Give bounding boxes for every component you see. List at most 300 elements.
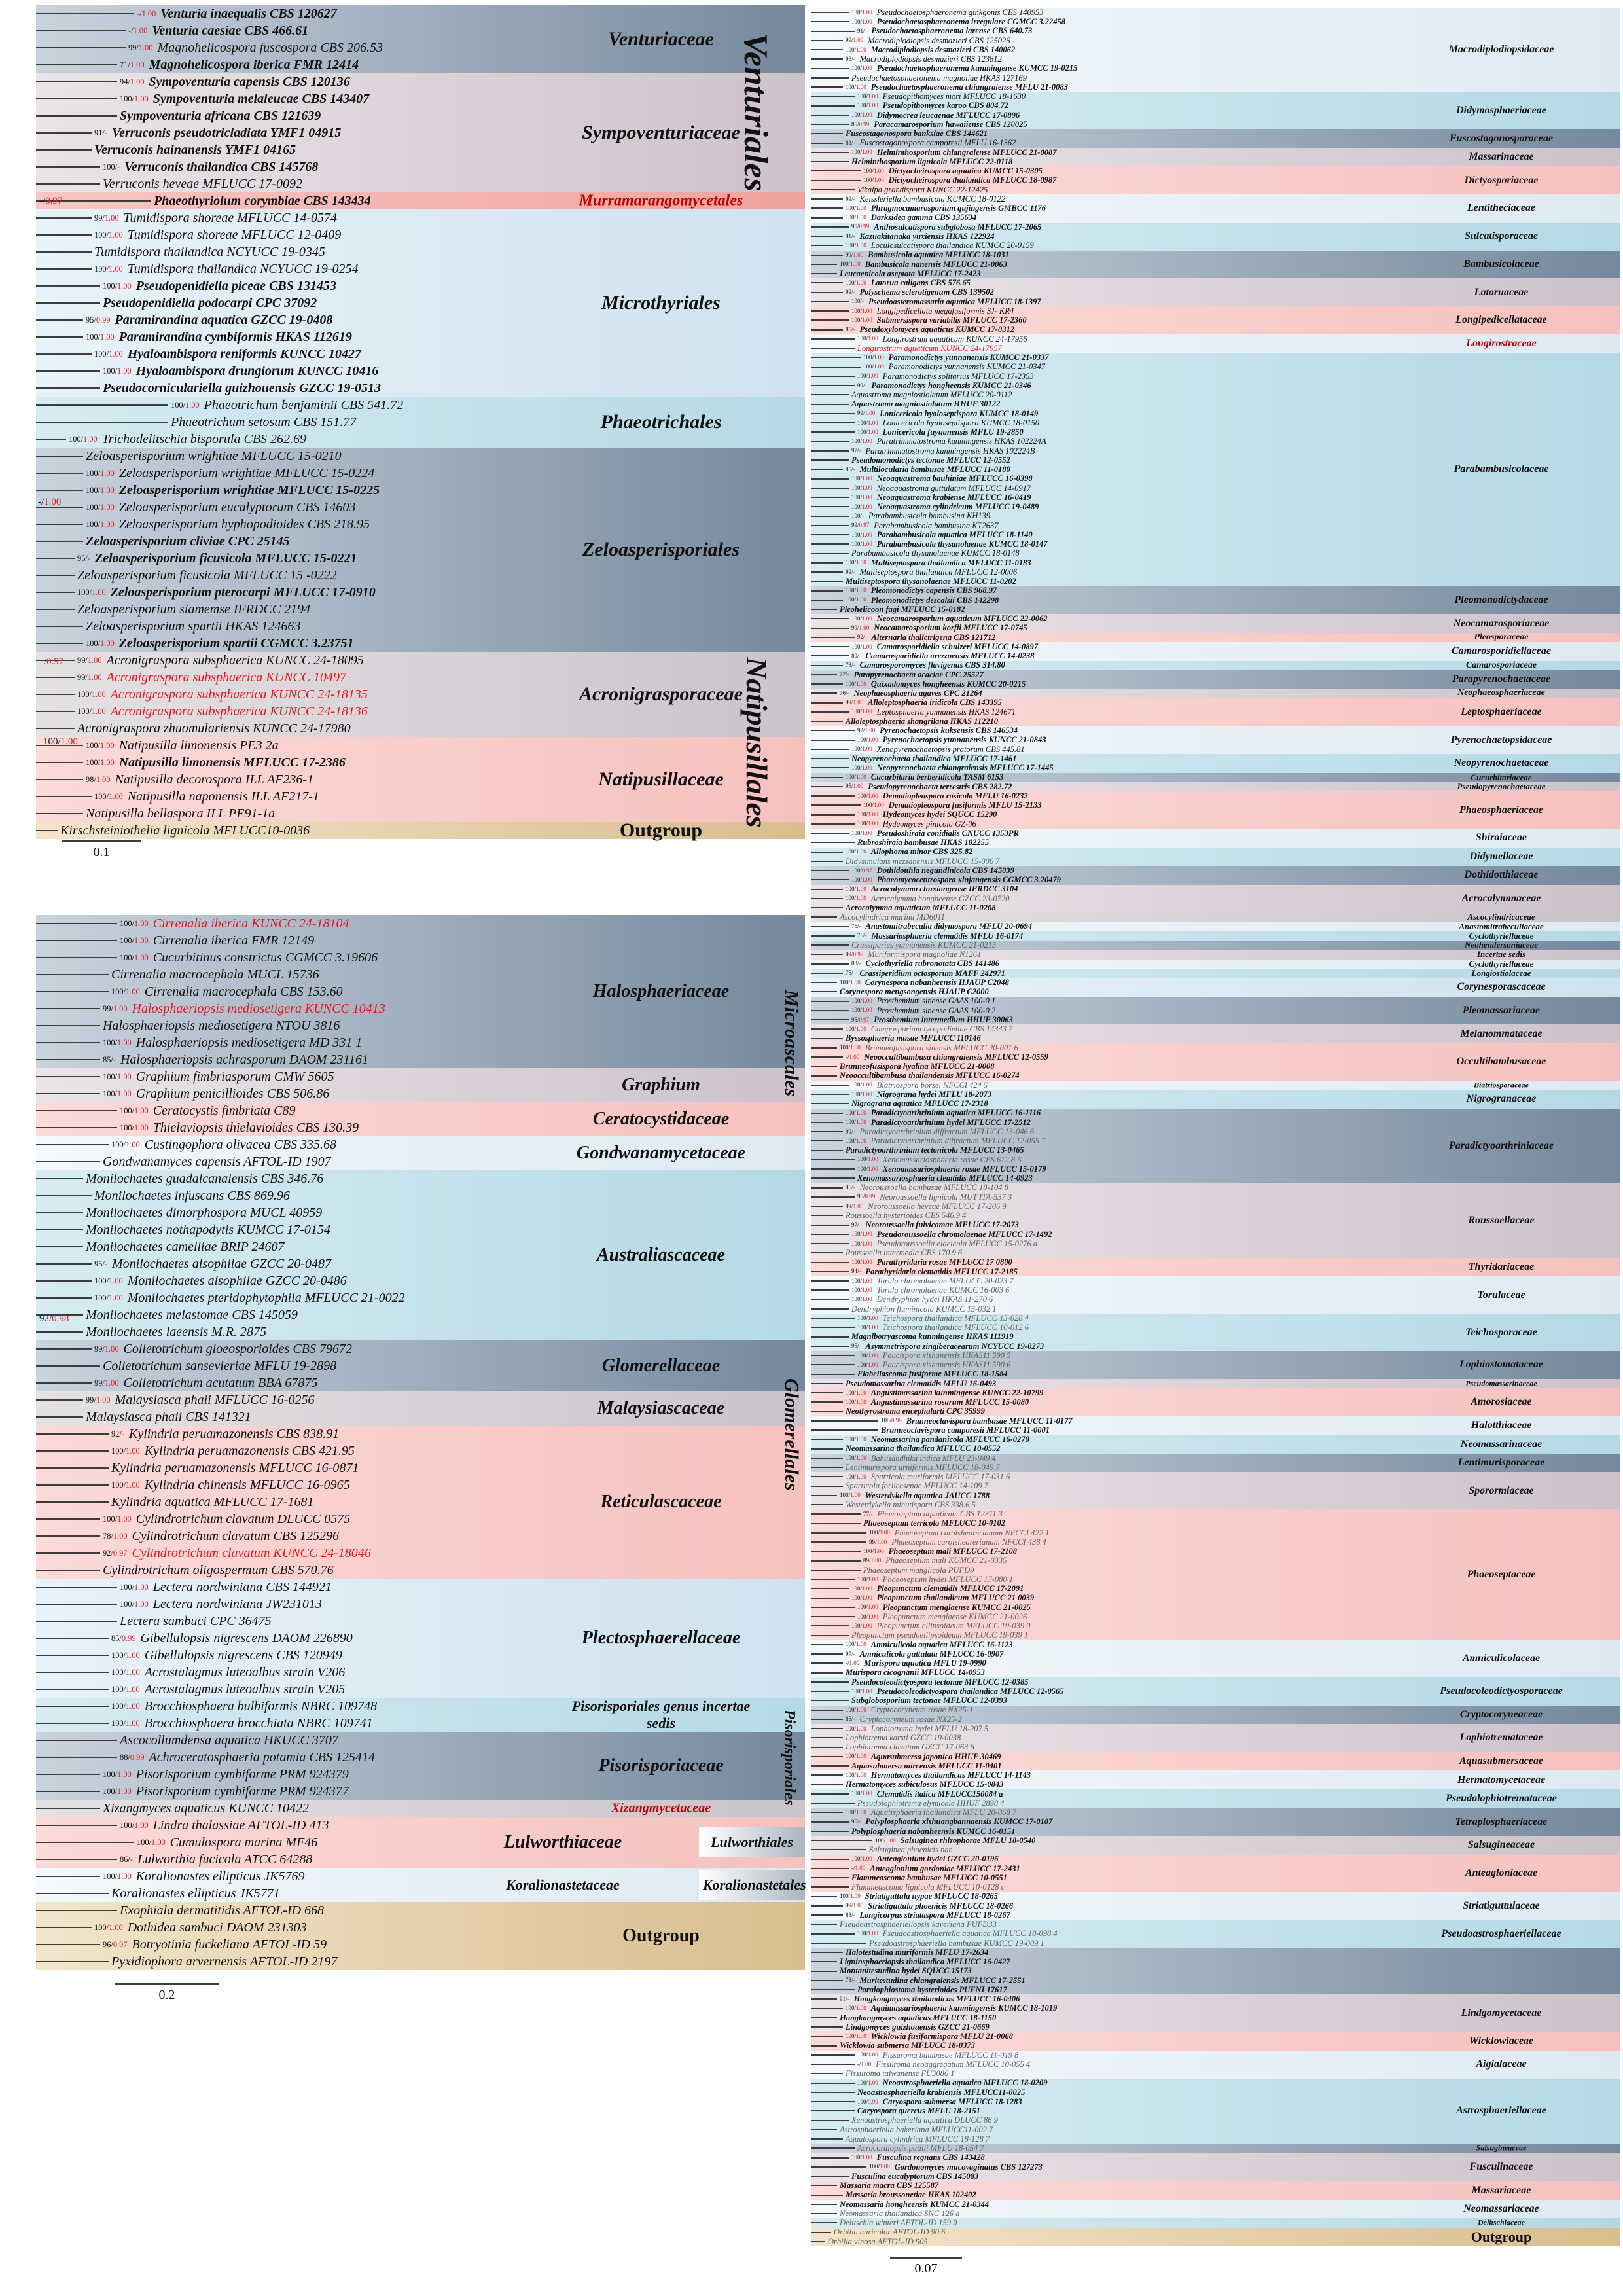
node-support-value: 92/0.98 <box>39 1314 69 1324</box>
taxon-label: Venturia caesiae CBS 466.61 <box>152 24 309 38</box>
branch-line <box>812 2008 843 2009</box>
support-value: 100/1.00 <box>851 1622 872 1629</box>
support-value: 100/1.00 <box>851 493 872 501</box>
taxon-label: Cryptocoryneum rosae NX25-2 <box>859 1714 962 1724</box>
taxon-label: Hydeomyces pinicola GZ-06 <box>882 819 976 829</box>
branch-line <box>812 2092 855 2093</box>
branch-line <box>812 562 843 564</box>
taxon-label: Nigrograna hydei MFLU 18-2073 <box>876 1089 992 1099</box>
taxon-row <box>36 1817 805 1834</box>
taxon-row <box>812 1314 1620 1323</box>
taxon-label: Polyplosphaeria xishuangbannaensis KUMCC 17-0187 <box>865 1817 1053 1827</box>
taxon-row <box>36 1851 805 1868</box>
support-value: 100/1.00 <box>851 745 872 753</box>
family-band <box>812 586 1620 615</box>
taxon-label: Hyaloambispora reniformis KUNCC 10427 <box>127 347 361 361</box>
branch-line <box>812 245 843 246</box>
support-value: 100/1.00 <box>846 886 866 893</box>
taxon-label: Brocchiosphaera brocchiata NBRC 109741 <box>144 1716 373 1731</box>
support-value: 99/1.00 <box>94 1378 119 1388</box>
taxon-row <box>812 1612 1620 1621</box>
support-value: 92/- <box>857 634 867 641</box>
taxon-row <box>812 1304 1620 1314</box>
branch-line <box>36 1518 100 1520</box>
taxon-row <box>812 1668 1620 1677</box>
taxon-label: Corynespora nabanheensis HJAUP C2048 <box>865 977 1009 987</box>
family-label: Lindgomycetaceae <box>1461 2007 1542 2018</box>
branch-line <box>812 628 849 629</box>
taxon-row <box>812 1472 1620 1481</box>
family-band <box>812 2051 1620 2079</box>
taxon-label: Cirrenalia macrocephala MUCL 15736 <box>111 967 319 982</box>
branch-line <box>812 646 849 647</box>
branch-line <box>812 1318 855 1319</box>
taxon-row <box>36 1000 805 1017</box>
branch-line <box>812 1588 849 1589</box>
taxon-label: Neopyrenochaeta chiangraiensis MFLUCC 17-1445 <box>876 763 1054 773</box>
branch-line <box>812 702 843 704</box>
branch-line <box>812 777 843 778</box>
taxon-label: Brunneofusispora hyalina MFLUCC 21-0008 <box>840 1062 995 1071</box>
branch-line <box>812 944 849 946</box>
taxon-label: Neoaquastroma guttulatum MFLUCC 14-0917 <box>876 483 1031 493</box>
family-label: Lentimurisporaceae <box>1457 1457 1545 1468</box>
support-value: 100/1.00 <box>851 1856 872 1863</box>
branch-line <box>812 609 837 610</box>
branch-line <box>36 217 92 219</box>
taxon-row <box>812 1994 1620 2003</box>
taxon-row <box>36 465 805 482</box>
taxon-label: Anteaglonium hydei GZCC 20-0196 <box>876 1854 999 1864</box>
taxon-label: Paracamarosporium hawaiiense CBS 120025 <box>874 119 1027 129</box>
taxon-label: Monilochaetes pteridophytophila MFLUCC 21-0022 <box>127 1291 405 1305</box>
branch-line <box>36 251 92 253</box>
taxon-label: Roussoella intermedia CBS 170.9 6 <box>846 1248 963 1258</box>
taxon-label: Magnibotryascoma kunmingense HKAS 111919 <box>851 1332 1014 1342</box>
family-label: Pseudolophiotremataceae <box>1446 1793 1557 1804</box>
taxon-label: Longirostrum aquaticum KUNCC 24-17957 <box>857 343 1002 353</box>
branch-line <box>812 189 855 190</box>
taxon-label: Phaeoseptum carolshearerianum NFCCI 438 4 <box>891 1537 1046 1547</box>
family-label: Longiostiolaceae <box>1471 967 1531 978</box>
taxon-label: Cirrenalia iberica FMR 12149 <box>152 933 315 948</box>
taxon-label: Pleomonodictys descalsii CBS 142298 <box>870 595 999 605</box>
order-label: Natipusillales <box>740 656 774 828</box>
taxon-row <box>36 1868 805 1885</box>
taxon-row <box>36 635 805 652</box>
branch-line <box>812 2232 831 2233</box>
support-value: 95/- <box>94 1259 107 1268</box>
branch-line <box>812 1177 855 1179</box>
support-value: 100/1.00 <box>857 1930 878 1937</box>
support-value: 100/1.00 <box>103 1088 132 1098</box>
family-band <box>812 1994 1620 2032</box>
branch-line <box>36 609 75 610</box>
branch-line <box>812 133 843 134</box>
family-band <box>812 1706 1620 1725</box>
taxon-label: Pyrenochaetopsis kuksensis CBS 146534 <box>880 726 1018 736</box>
branch-line <box>812 1383 843 1384</box>
family-band <box>812 2079 1620 2144</box>
family-label: Aigialaceae <box>1476 2058 1527 2070</box>
taxon-label: Lectera sambuci CPC 36475 <box>120 1614 272 1628</box>
family-label: Teichosporaceae <box>1465 1326 1537 1338</box>
support-value: 100/1.00 <box>111 986 140 996</box>
taxon-label: Angustimassarina rosarum MFLUCC 15-0080 <box>870 1397 1029 1407</box>
branch-line <box>812 31 855 32</box>
taxon-label: Halosphaeriopsis mediosetigera KUNCC 10413 <box>132 1001 385 1016</box>
support-value: 100/1.00 <box>863 363 884 370</box>
family-label: Graphium <box>622 1075 700 1095</box>
support-value: 100/1.00 <box>111 1446 140 1456</box>
support-value: 94/1.00 <box>120 77 145 86</box>
taxon-label: Paramonodictys yunnanensis KUMCC 21-0347 <box>888 362 1045 372</box>
support-value: 100/1.00 <box>86 519 115 529</box>
branch-line <box>36 1808 100 1809</box>
support-value: 100/1.00 <box>851 615 872 622</box>
branch-line <box>812 2054 855 2056</box>
support-value: 100/1.00 <box>846 895 866 902</box>
branch-line <box>812 1113 843 1114</box>
taxon-row <box>812 717 1620 726</box>
support-value: 100/1.00 <box>846 1454 866 1462</box>
taxon-row <box>812 418 1620 427</box>
taxon-label: Ceratocystis fimbriata C89 <box>152 1103 296 1118</box>
support-value: 100/1.00 <box>851 438 872 445</box>
taxon-label: Halosphaeriopsis achrasporum DAOM 231161 <box>120 1052 369 1067</box>
taxon-label: Hongkongmyces aquaticus MFLUCC 18-1150 <box>840 2013 997 2022</box>
family-label: Neohendersoniaceae <box>1465 940 1538 950</box>
taxon-row <box>812 1109 1620 1118</box>
scale-bar-value: 0.1 <box>93 845 110 859</box>
taxon-label: Neomassaria hongheensis KUMCC 21-0344 <box>840 2199 990 2209</box>
branch-line <box>812 1662 843 1664</box>
branch-line <box>812 198 843 200</box>
taxon-label: Pseudocoleodictyospora tectonae MFLUCC 12-0385 <box>851 1677 1029 1687</box>
support-value: 85/0.99 <box>851 120 870 128</box>
taxon-row <box>812 325 1620 334</box>
taxon-row <box>812 2125 1620 2134</box>
family-band <box>36 73 805 192</box>
branch-line <box>812 1803 855 1804</box>
taxon-label: Lonicericola hyaloseptispora KUMCC 18-0150 <box>882 418 1039 427</box>
support-value: 100/1.00 <box>120 952 149 962</box>
branch-line <box>36 285 100 287</box>
taxon-label: Colletotrichum acutatum BBA 67875 <box>123 1376 318 1390</box>
taxon-label: Pleopunctum pseudoellipsoideum MFLUCC 19-039 1 <box>851 1630 1029 1640</box>
taxon-row <box>812 1071 1620 1081</box>
support-value: 100/1.00 <box>857 1156 878 1163</box>
support-value: 71/1.00 <box>120 60 145 69</box>
taxon-label: Paratrimmatostroma kunmingensis HKAS 102224B <box>865 446 1035 456</box>
family-band <box>812 1724 1620 1752</box>
taxon-label: Cumulospora marina MF46 <box>169 1835 318 1850</box>
branch-line <box>812 431 855 433</box>
branch-line <box>812 1635 849 1636</box>
branch-line <box>812 413 855 414</box>
family-band <box>812 912 1620 922</box>
taxon-label: Cylindrotrichum oligospermum CBS 570.76 <box>103 1563 334 1577</box>
taxon-row <box>36 1460 805 1477</box>
taxon-label: Corynespora mengsongensis HJAUP C2000 <box>840 987 989 997</box>
family-label: Lophiostomataceae <box>1459 1359 1543 1371</box>
taxon-row <box>36 1187 805 1204</box>
support-value: 100/1.00 <box>851 1081 872 1088</box>
support-value: 100/1.00 <box>857 1165 878 1172</box>
taxon-row <box>812 1603 1620 1612</box>
taxon-row <box>36 720 805 737</box>
branch-line <box>812 795 855 797</box>
taxon-label: Gondwanamyces capensis AFTOL-ID 1907 <box>103 1155 331 1169</box>
branch-line <box>812 310 849 312</box>
taxon-label: Cylindrotrichum clavatum CBS 125296 <box>132 1529 339 1543</box>
taxon-label: Muritestudina chiangraiensis MFLUCC 17-2551 <box>859 1975 1026 1985</box>
scale-bar-value: 0.2 <box>158 1988 175 2002</box>
taxon-label: Neocamarosporium aquaticum MFLUCC 22-0062 <box>876 614 1048 624</box>
support-value: 100/1.00 <box>851 708 872 715</box>
taxon-row <box>812 437 1620 446</box>
branch-line <box>812 1504 843 1505</box>
branch-line <box>812 357 861 358</box>
family-band <box>812 1855 1620 1892</box>
branch-line <box>812 982 837 983</box>
taxon-row <box>36 1885 805 1902</box>
branch-line <box>812 571 843 573</box>
taxon-row <box>812 2116 1620 2125</box>
family-band <box>812 931 1620 941</box>
support-value: 99/1.00 <box>846 37 864 44</box>
taxon-row <box>812 1155 1620 1164</box>
support-value: 76/- <box>851 923 861 930</box>
branch-line <box>812 143 843 144</box>
support-value: 100/1.00 <box>851 9 872 16</box>
branch-line <box>812 2036 843 2037</box>
taxon-row <box>812 605 1620 614</box>
taxon-row <box>812 1164 1620 1174</box>
taxon-label: Submersispora variabilis MFLUCC 17-2360 <box>876 315 1027 325</box>
taxon-row <box>812 2172 1620 2181</box>
taxon-label: Verruconis heveae MFLUCC 17-0092 <box>103 177 302 191</box>
support-value: -/1.00 <box>851 1865 866 1872</box>
branch-line <box>812 553 849 554</box>
support-value: 100/1.00 <box>851 18 872 25</box>
support-value: 100/1.00 <box>863 1547 884 1554</box>
taxon-label: Lectera nordwiniana CBS 144921 <box>152 1580 332 1594</box>
support-value: 99/1.00 <box>846 699 864 706</box>
taxon-label: Verruconis pseudotricladiata YMF1 04915 <box>111 126 342 140</box>
taxon-row <box>812 539 1620 548</box>
family-band <box>812 642 1620 661</box>
family-band <box>812 1276 1620 1314</box>
family-band <box>812 941 1620 950</box>
taxon-row <box>36 56 805 73</box>
taxon-row <box>36 1221 805 1238</box>
family-label: Microthyriales <box>601 292 721 314</box>
taxon-label: Pleopunctum menglaense KUMCC 21-0025 <box>882 1602 1031 1612</box>
branch-line <box>36 1689 109 1690</box>
family-band <box>812 1258 1620 1277</box>
taxon-label: Colletotrichum sansevieriae MFLU 19-2898 <box>103 1359 337 1373</box>
branch-line <box>812 2138 843 2140</box>
branch-line <box>812 1374 855 1375</box>
taxon-label: Pseudolophiotrema elymicola HHUF 2898 4 <box>857 1798 1005 1808</box>
taxon-row <box>36 1034 805 1051</box>
taxon-label: Dothidotthia negundinicola CBS 145039 <box>876 865 1014 875</box>
taxon-label: Parabambusicola aquatica MFLUCC 18-1140 <box>876 529 1033 539</box>
taxon-label: Fuscostagonospora camporesii MFLU 16-1362 <box>859 138 1016 148</box>
taxon-label: Caryospora quercus MFLU 18-2151 <box>857 2106 980 2116</box>
taxon-row <box>36 949 805 966</box>
family-band <box>36 1732 805 1800</box>
taxon-row <box>36 1511 805 1528</box>
taxon-label: Parathyridaria clematidis MFLUCC 17-2185 <box>865 1266 1018 1276</box>
support-value: 100/1.00 <box>111 1667 140 1677</box>
branch-line <box>36 1399 83 1401</box>
family-label: Bambusicolaceae <box>1463 258 1539 270</box>
family-label: Neomassariaceae <box>1463 2203 1539 2214</box>
taxon-label: Murispora cicognanii MFLUCC 14-0953 <box>846 1668 985 1677</box>
branch-line <box>812 721 843 722</box>
family-band <box>36 819 805 841</box>
taxon-label: Parapyrenochaeta acaciae CPC 25527 <box>853 670 984 679</box>
taxon-row <box>36 1306 805 1323</box>
branch-line <box>812 683 843 685</box>
branch-line <box>812 852 843 853</box>
support-value: 100/1.00 <box>111 1139 140 1149</box>
branch-line <box>36 1535 100 1537</box>
family-band <box>36 1391 805 1426</box>
family-band <box>812 661 1620 670</box>
branch-line <box>812 2166 866 2168</box>
branch-line <box>812 1122 843 1123</box>
taxon-label: Acrocalymma chuxiongense IFRDCC 3104 <box>870 884 1018 894</box>
branch-line <box>812 1570 861 1571</box>
scale-bar <box>62 840 141 860</box>
family-label: Fusculinaceae <box>1469 2161 1533 2172</box>
taxon-label: Acronigraspora subsphaerica KUNCC 24-18136 <box>110 704 368 719</box>
taxon-label: Malaysiasca phaii CBS 141321 <box>86 1410 251 1424</box>
taxon-label: Flammeascoma lignicola MFLUCC 10-0128 c <box>851 1882 1005 1892</box>
taxon-label: Aquastroma magniostiolatum HHUF 30122 <box>851 399 1001 409</box>
family-label: Venturiaceae <box>608 28 714 50</box>
taxon-row <box>812 1537 1620 1547</box>
taxon-label: Darksidea gamma CBS 135634 <box>870 213 977 223</box>
support-value: 100/1.00 <box>857 2051 878 2058</box>
taxon-label: Orbilia vinosa AFTOL-ID 905 <box>828 2236 928 2246</box>
branch-line <box>812 1653 843 1655</box>
taxon-row <box>36 1289 805 1306</box>
support-value: 100/- <box>851 298 865 305</box>
taxon-label: Massariosphaeria clematidis MFLU 16-0174 <box>871 931 1024 941</box>
family-label: Lentitheciaceae <box>1467 202 1535 214</box>
support-value: 91/- <box>857 27 867 35</box>
taxon-row <box>812 73 1620 82</box>
branch-line <box>36 1025 100 1026</box>
taxon-row <box>812 1202 1620 1211</box>
branch-line <box>812 1710 843 1711</box>
branch-line <box>812 1598 849 1599</box>
support-value: 100/1.00 <box>120 1820 149 1830</box>
taxon-row <box>812 1910 1620 1920</box>
support-value: 85/- <box>846 1715 855 1723</box>
taxon-label: Bambusicola aquatica MFLUCC 18-1031 <box>868 250 1009 260</box>
taxon-row <box>812 530 1620 539</box>
taxon-row <box>36 243 805 260</box>
support-value: 100/1.00 <box>846 83 866 90</box>
taxon-row <box>812 1584 1620 1593</box>
family-band <box>812 997 1620 1025</box>
support-value: 91/- <box>846 232 855 240</box>
family-band <box>812 278 1620 306</box>
branch-line <box>36 1263 92 1265</box>
taxon-row <box>812 1948 1620 1957</box>
taxon-label: Paradictyoarthrinium diffractum MFLUCC 13-046 6 <box>859 1126 1035 1136</box>
support-value: 100/1.00 <box>103 281 132 291</box>
family-band <box>812 1892 1620 1920</box>
support-value: 100/1.00 <box>840 260 861 268</box>
support-value: 100/1.00 <box>851 1296 872 1303</box>
order-label-chip: Koralionastetales <box>699 1870 805 1900</box>
family-band <box>36 737 805 822</box>
family-label: Phaeotrichales <box>600 411 722 433</box>
taxon-label: Venturia inaequalis CBS 120627 <box>160 7 337 21</box>
support-value: 100/1.00 <box>857 1604 878 1611</box>
support-value: 100/1.00 <box>851 1259 872 1266</box>
taxon-label: Tumidispora shoreae MFLUCC 14-0574 <box>123 211 338 225</box>
taxon-row <box>36 260 805 278</box>
taxon-label: Delitschia winteri AFTOL-ID 159 9 <box>840 2218 957 2228</box>
taxon-label: Cucurbitaria berberidicola TASM 6153 <box>870 772 1004 782</box>
taxon-label: Didymocrea leucaenae MFLUCC 17-0896 <box>876 110 1020 120</box>
family-label: Didymosphaeriaceae <box>1456 104 1546 116</box>
taxon-label: Pseudoastrosphaeriella bambusae KUMCC 19-009 1 <box>869 1938 1044 1948</box>
branch-line <box>812 2083 855 2084</box>
support-value: 100/1.00 <box>137 1837 166 1847</box>
taxon-row <box>36 482 805 499</box>
family-label: Didymellaceae <box>1469 850 1533 862</box>
family-label: Longirostraceae <box>1466 338 1537 349</box>
family-label: Outgroup <box>622 1926 700 1946</box>
family-band <box>812 334 1620 353</box>
branch-line <box>36 1076 100 1077</box>
branch-line <box>812 1877 849 1878</box>
branch-line <box>812 2129 837 2130</box>
taxon-label: Zeloasperisporium siamemse IFRDCC 2194 <box>77 602 311 617</box>
branch-line <box>36 1382 92 1384</box>
branch-line <box>36 1093 100 1094</box>
branch-line <box>36 813 83 814</box>
family-band <box>812 1416 1620 1435</box>
support-value: 86/- <box>120 1854 133 1864</box>
order-label: Microascales <box>781 990 802 1097</box>
branch-line <box>812 543 849 545</box>
family-label: Outgroup <box>1471 2228 1532 2245</box>
branch-line <box>812 758 849 759</box>
branch-line <box>812 786 843 787</box>
taxon-label: Neoaquastroma bauhiniae MFLUCC 16-0398 <box>876 474 1033 484</box>
taxon-row <box>812 567 1620 577</box>
taxon-row <box>812 82 1620 92</box>
family-band <box>36 1868 805 1902</box>
branch-line <box>812 1420 878 1422</box>
taxon-label: Exophiala dermatitidis AFTOL-ID 668 <box>120 1903 325 1918</box>
branch-line <box>812 2064 855 2065</box>
family-label: Corynesporascaceae <box>1457 981 1546 993</box>
family-band <box>812 1435 1620 1454</box>
taxon-row <box>36 73 805 90</box>
taxon-row <box>36 1953 805 1970</box>
branch-line <box>36 166 100 168</box>
